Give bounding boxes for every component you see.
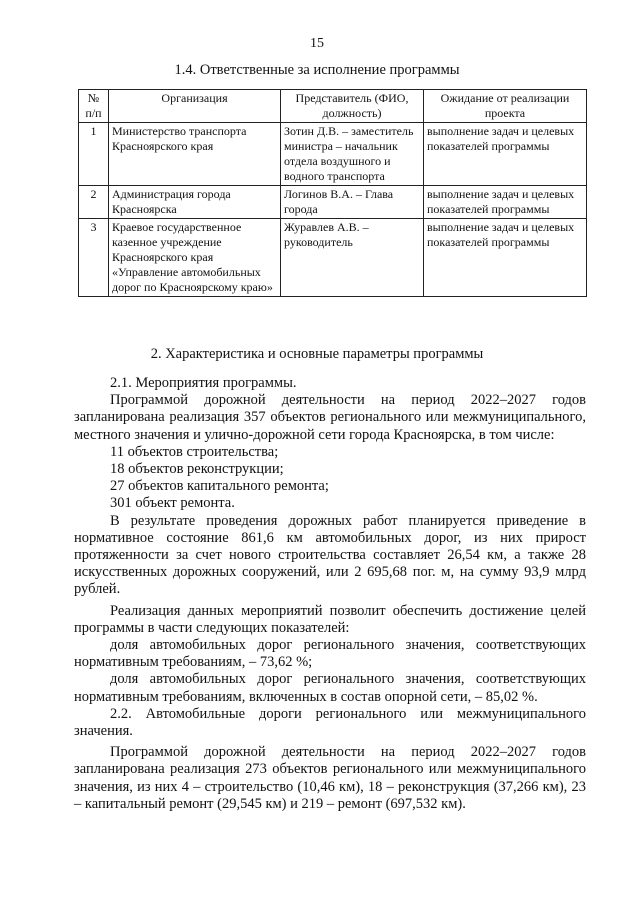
cell-exp: выполнение задач и целевых показателей программы bbox=[424, 219, 587, 297]
table-row bbox=[79, 219, 587, 297]
cell-org: Краевое государственное казенное учреждение Красноярского края «Управление автомобильных дорог по Красноярскому краю» bbox=[109, 219, 281, 297]
cell-rep: Логинов В.А. – Глава города bbox=[281, 186, 424, 219]
header-exp: Ожидание от реализации проекта bbox=[424, 90, 587, 123]
cell-num: 2 bbox=[79, 186, 109, 219]
list-item: 27 объектов капитального ремонта; bbox=[110, 478, 329, 495]
cell-num: 3 bbox=[79, 219, 109, 297]
list-item: 11 объектов строительства; bbox=[110, 443, 279, 460]
cell-rep: Журавлев А.В. – руководитель bbox=[281, 219, 424, 297]
section-1-4-title: 1.4. Ответственные за исполнение программы bbox=[174, 62, 460, 78]
cell-exp: выполнение задач и целевых показателей программы bbox=[424, 123, 587, 186]
paragraph: Программой дорожной деятельности на период 2022–2027 годов запланирована реализация 273 объектов регионального или межмуниципального значения, из них 4 – строительство (10,46 км), 18 – реконструкция (37,266 км), 23 – капитальный ремонт (29,545 км) и 219 – ремонт (697,532 км). bbox=[74, 744, 586, 812]
paragraph: Программой дорожной деятельности на период 2022–2027 годов запланирована реализация 357 объектов регионального или межмуниципального, местного значения и улично-дорожной сети города Красноярска, в том числе: bbox=[74, 392, 586, 443]
header-num: № п/п bbox=[79, 90, 109, 123]
table-row bbox=[79, 123, 587, 186]
cell-org: Администрация города Красноярска bbox=[109, 186, 281, 219]
subsection-2-2-title: 2.2. Автомобильные дороги регионального или межмуниципального значения. bbox=[74, 705, 586, 740]
cell-rep: Зотин Д.В. – заместитель министра – начальник отдела воздушного и водного транспорта bbox=[281, 123, 424, 186]
cell-exp: выполнение задач и целевых показателей программы bbox=[424, 186, 587, 219]
subsection-2-1-title: 2.1. Мероприятия программы. bbox=[110, 375, 297, 391]
header-org: Организация bbox=[109, 90, 281, 123]
page-number: 15 bbox=[310, 36, 324, 51]
header-rep: Представитель (ФИО, должность) bbox=[281, 90, 424, 123]
section-2-title: 2. Характеристика и основные параметры программы bbox=[150, 346, 484, 362]
paragraph: Реализация данных мероприятий позволит обеспечить достижение целей программы в части следующих показателей: bbox=[74, 602, 586, 636]
table-header-row bbox=[79, 90, 587, 123]
paragraph: доля автомобильных дорог регионального значения, соответствующих нормативным требованиям, включенных в состав опорной сети, – 85,02 %. bbox=[74, 671, 586, 705]
body-text bbox=[74, 375, 586, 813]
list-item: 18 объектов реконструкции; bbox=[110, 461, 284, 478]
table-row bbox=[79, 186, 587, 219]
cell-num: 1 bbox=[79, 123, 109, 186]
paragraph: доля автомобильных дорог регионального значения, соответствующих нормативным требованиям, – 73,62 %; bbox=[74, 637, 586, 671]
cell-org: Министерство транспорта Красноярского края bbox=[109, 123, 281, 186]
paragraph: В результате проведения дорожных работ планируется приведение в нормативное состояние 861,6 км автомобильных дорог, из них прирост протяженности за счет нового строительства составляет 26,54 км, а также 28 искусственных дорожных сооружений, или 2 695,68 пог. м, на сумму 93,9 млрд рублей. bbox=[74, 512, 586, 598]
list-item: 301 объект ремонта. bbox=[110, 495, 235, 512]
responsibles-table bbox=[78, 89, 587, 297]
